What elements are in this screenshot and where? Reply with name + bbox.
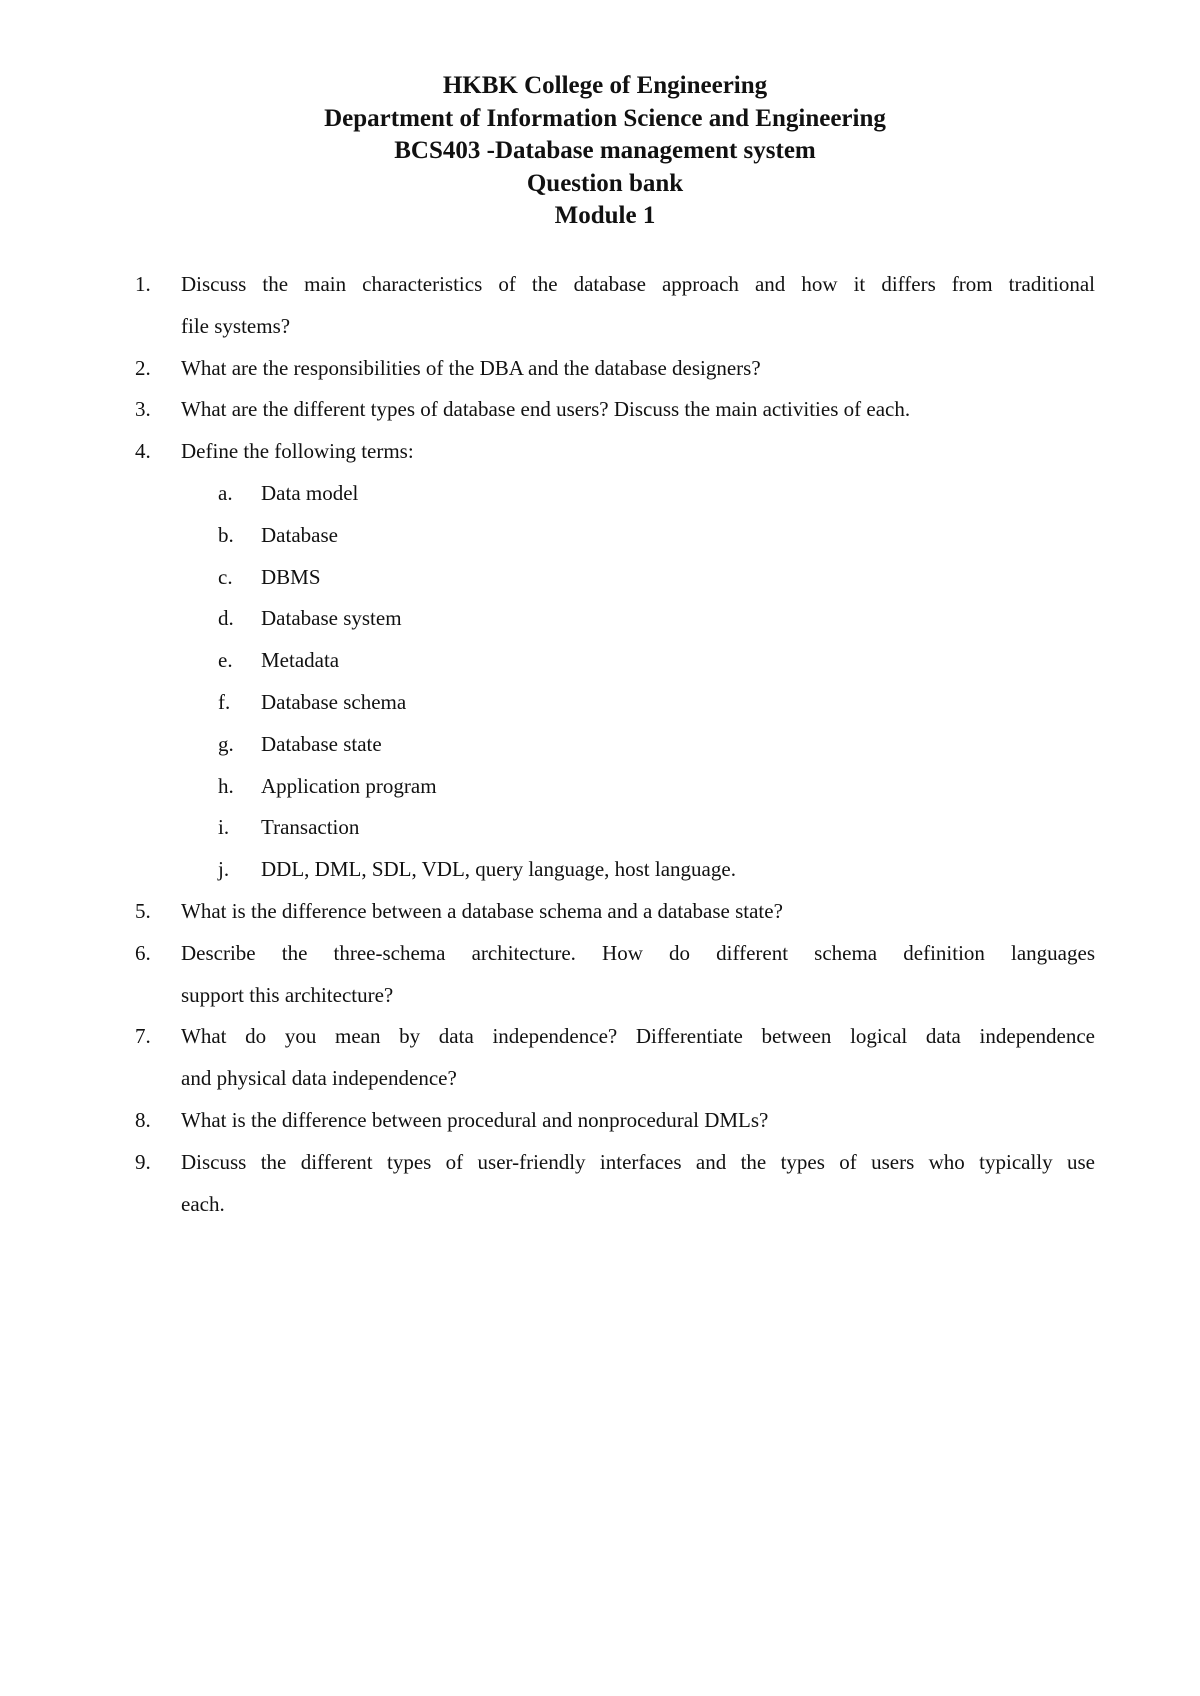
sub-item-text: Transaction xyxy=(261,815,360,840)
question-text: Describe the three-schema architecture. How do different schema definition languages xyxy=(181,940,1095,965)
sub-item-text: Data model xyxy=(261,480,359,505)
question-item xyxy=(0,264,1200,306)
module-title: Module 1 xyxy=(554,202,656,229)
question-text: What is the difference between a database schema and a database state? xyxy=(181,898,783,923)
college-name: HKBK College of Engineering xyxy=(442,72,768,99)
sub-item xyxy=(0,640,1200,682)
sub-item xyxy=(0,766,1200,808)
question-item xyxy=(0,1100,1200,1142)
sub-item-letter: c. xyxy=(218,564,233,589)
sub-item xyxy=(0,807,1200,849)
sub-item-text: Database state xyxy=(261,731,382,756)
question-number: 6. xyxy=(135,940,151,965)
sub-item-text: DDL, DML, SDL, VDL, query language, host language. xyxy=(261,857,736,882)
sub-item-text: Application program xyxy=(261,773,437,798)
question-text: What are the different types of database end users? Discuss the main activities of each. xyxy=(181,397,911,422)
question-number: 9. xyxy=(135,1149,151,1174)
question-text: What are the responsibilities of the DBA and the database designers? xyxy=(181,355,761,380)
sub-item xyxy=(0,473,1200,515)
sub-item xyxy=(0,557,1200,599)
question-text: What is the difference between procedural and nonprocedural DMLs? xyxy=(181,1107,769,1132)
sub-item xyxy=(0,724,1200,766)
question-item xyxy=(0,389,1200,431)
sub-item-text: Database schema xyxy=(261,689,407,714)
sub-item xyxy=(0,515,1200,557)
sub-item xyxy=(0,598,1200,640)
question-text: What do you mean by data independence? Differentiate between logical data independence xyxy=(181,1024,1095,1049)
question-item xyxy=(0,348,1200,390)
question-number: 8. xyxy=(135,1107,151,1132)
question-item xyxy=(0,1142,1200,1184)
question-number: 4. xyxy=(135,439,151,464)
question-continuation xyxy=(0,1058,1200,1100)
question-text: Discuss the different types of user-friendly interfaces and the types of users who typically use xyxy=(181,1149,1095,1174)
sub-item-text: Database xyxy=(261,522,338,547)
question-number: 7. xyxy=(135,1024,151,1049)
sub-item-letter: j. xyxy=(218,857,230,882)
sub-item-text: Database system xyxy=(261,606,402,631)
question-number: 5. xyxy=(135,898,151,923)
sub-item xyxy=(0,849,1200,891)
sub-item-letter: e. xyxy=(218,648,233,673)
question-text-continued: support this architecture? xyxy=(181,982,394,1007)
document-type: Question bank xyxy=(526,169,684,197)
question-continuation xyxy=(0,306,1200,348)
sub-item-letter: f. xyxy=(218,689,231,714)
sub-item-letter: d. xyxy=(218,606,234,631)
sub-item-letter: h. xyxy=(218,773,234,798)
question-item xyxy=(0,431,1200,473)
department-name: Department of Information Science and Engineering xyxy=(324,104,886,132)
course-title: BCS403 -Database management system xyxy=(394,137,816,164)
sub-item xyxy=(0,682,1200,724)
question-item xyxy=(0,891,1200,933)
question-text-continued: file systems? xyxy=(181,313,291,338)
question-continuation xyxy=(0,1184,1200,1226)
sub-item-text: DBMS xyxy=(261,564,321,589)
sub-item-letter: b. xyxy=(218,522,234,547)
question-continuation xyxy=(0,975,1200,1017)
question-number: 3. xyxy=(135,397,151,422)
question-list xyxy=(0,264,1200,1225)
question-item xyxy=(0,933,1200,975)
question-text: Define the following terms: xyxy=(181,439,414,464)
question-text-continued: each. xyxy=(181,1191,225,1216)
sub-item-letter: g. xyxy=(218,731,234,756)
question-number: 1. xyxy=(135,272,151,296)
sub-item-letter: a. xyxy=(218,480,233,505)
question-text-continued: and physical data independence? xyxy=(181,1066,457,1091)
document-header xyxy=(0,70,1200,233)
sub-item-text: Metadata xyxy=(261,648,340,673)
question-number: 2. xyxy=(135,355,151,380)
sub-item-letter: i. xyxy=(218,815,230,840)
question-text: Discuss the main characteristics of the database approach and how it differs from traditional xyxy=(181,272,1095,296)
question-item xyxy=(0,1016,1200,1058)
